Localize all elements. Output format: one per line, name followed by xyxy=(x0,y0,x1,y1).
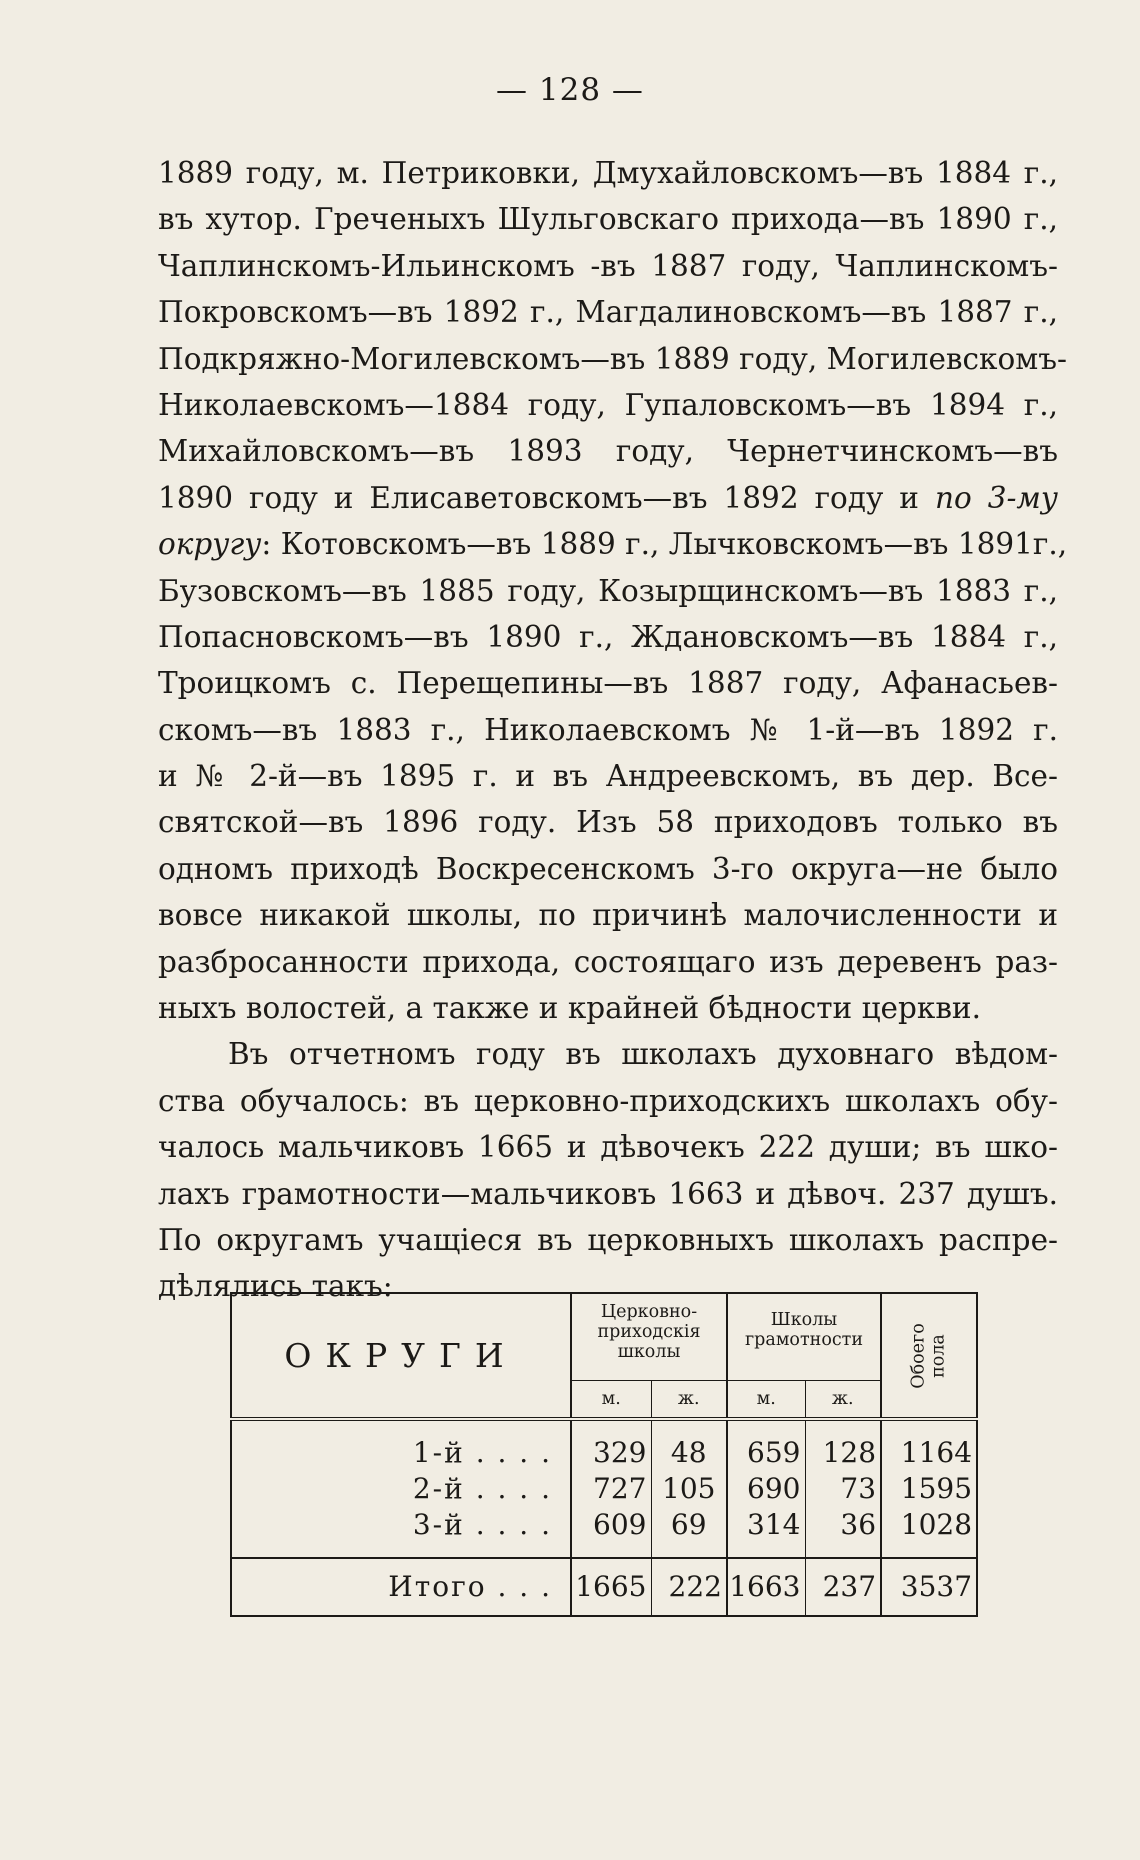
table-header-row xyxy=(231,1293,977,1381)
table-spacer-row xyxy=(231,1419,977,1435)
row-label: 2-й . . . . xyxy=(412,1472,552,1505)
cell-parish-boys-total: 1665 xyxy=(571,1558,651,1616)
subheader-boys: м. xyxy=(727,1381,805,1420)
text-line: Покровскомъ—въ 1892 г., Магдалиновскомъ—въ 1887 г., xyxy=(158,295,1058,330)
row-label: 1-й . . . . xyxy=(412,1436,552,1469)
subheader-boys: м. xyxy=(571,1381,651,1420)
text-line: Въ отчетномъ году въ школахъ духовнаго вѣдом- xyxy=(228,1037,1058,1072)
text-line: Бузовскомъ—въ 1885 году, Козырщинскомъ—въ 1883 г., xyxy=(158,573,1058,608)
cell-parish-girls-total: 222 xyxy=(651,1558,727,1616)
cell-parish-girls: 105 xyxy=(651,1471,727,1507)
total-label: Итого . . . xyxy=(231,1558,571,1616)
text-line: ныхъ волостей, а также и крайней бѣдности церкви. xyxy=(158,991,981,1026)
cell-literacy-boys: 690 xyxy=(727,1471,805,1507)
text-line: 1890 году и Елисаветовскомъ—въ 1892 году и по 3-му xyxy=(158,480,1059,515)
row-label: 3-й . . . . xyxy=(412,1508,552,1541)
cell-literacy-boys-total: 1663 xyxy=(727,1558,805,1616)
header-both-sexes: Обоего пола xyxy=(881,1293,977,1419)
text-line: Чаплинскомъ-Ильинскомъ -въ 1887 году, Чаплинскомъ- xyxy=(158,248,1058,283)
cell-parish-girls: 69 xyxy=(651,1507,727,1543)
table-total-row xyxy=(231,1558,977,1616)
header-parish-schools: Церковно- приходскія школы xyxy=(571,1293,727,1381)
text-line: округу: Котовскомъ—въ 1889 г., Лычковскомъ—въ 1891г., xyxy=(158,527,1068,562)
text-line: дѣлялись такъ: xyxy=(158,1269,393,1304)
cell-literacy-girls: 73 xyxy=(805,1471,881,1507)
cell-parish-boys: 727 xyxy=(571,1471,651,1507)
text-line: 1889 году, м. Петриковки, Дмухайловскомъ—въ 1884 г., xyxy=(158,156,1058,190)
italic-text: округу xyxy=(158,527,262,562)
header-okrugi: ОКРУГИ xyxy=(284,1336,518,1375)
page-number: — 128 — xyxy=(496,72,644,108)
cell-literacy-girls-total: 237 xyxy=(805,1558,881,1616)
cell-parish-girls: 48 xyxy=(651,1435,727,1471)
text-line: въ хутор. Греченыхъ Шульговскаго прихода—въ 1890 г., xyxy=(158,202,1058,237)
cell-total: 1164 xyxy=(881,1435,977,1471)
text-line: Троицкомъ с. Перещепины—въ 1887 году, Афанасьев- xyxy=(158,666,1058,701)
text-line: По округамъ учащіеся въ церковныхъ школахъ распре- xyxy=(158,1222,1058,1257)
text-line: чалось мальчиковъ 1665 и дѣвочекъ 222 души; въ шко- xyxy=(158,1130,1058,1165)
cell-literacy-girls: 36 xyxy=(805,1507,881,1543)
text-line: Михайловскомъ—въ 1893 году, Чернетчинскомъ—въ xyxy=(158,434,1058,469)
text-line: вовсе никакой школы, по причинѣ малочисленности и xyxy=(158,898,1058,933)
cell-total: 1595 xyxy=(881,1471,977,1507)
cell-total: 1028 xyxy=(881,1507,977,1543)
text-line: и № 2-й—въ 1895 г. и въ Андреевскомъ, въ дер. Все- xyxy=(158,759,1058,794)
text-line: Подкряжно-Могилевскомъ—въ 1889 году, Могилевскомъ- xyxy=(158,341,1067,376)
text-line: разбросанности прихода, состоящаго изъ деревенъ раз- xyxy=(158,944,1058,979)
text-line: святской—въ 1896 году. Изъ 58 приходовъ только въ xyxy=(158,805,1058,840)
text-line: ства обучалось: въ церковно-приходскихъ школахъ обу- xyxy=(158,1083,1058,1118)
header-literacy-schools: Школы грамотности xyxy=(727,1293,881,1381)
cell-literacy-boys: 314 xyxy=(727,1507,805,1543)
text-line: скомъ—въ 1883 г., Николаевскомъ № 1-й—въ 1892 г. xyxy=(158,712,1058,747)
table-row xyxy=(231,1435,977,1471)
body-text xyxy=(158,150,1068,1310)
text-line: лахъ грамотности—мальчиковъ 1663 и дѣвоч. 237 душъ. xyxy=(158,1176,1058,1211)
cell-parish-boys: 329 xyxy=(571,1435,651,1471)
table-spacer-row xyxy=(231,1543,977,1558)
cell-literacy-girls: 128 xyxy=(805,1435,881,1471)
table-row xyxy=(231,1507,977,1543)
cell-literacy-boys: 659 xyxy=(727,1435,805,1471)
subheader-girls: ж. xyxy=(805,1381,881,1420)
statistics-table xyxy=(230,1292,976,1617)
table-row xyxy=(231,1471,977,1507)
text-line: одномъ приходѣ Воскресенскомъ 3-го округа—не было xyxy=(158,851,1058,886)
italic-text: по 3-му xyxy=(934,480,1059,515)
text-line: Попасновскомъ—въ 1890 г., Ждановскомъ—въ 1884 г., xyxy=(158,619,1058,654)
text-line: Николаевскомъ—1884 году, Гупаловскомъ—въ 1894 г., xyxy=(158,387,1058,422)
cell-grand-total: 3537 xyxy=(881,1558,977,1616)
cell-parish-boys: 609 xyxy=(571,1507,651,1543)
subheader-girls: ж. xyxy=(651,1381,727,1420)
